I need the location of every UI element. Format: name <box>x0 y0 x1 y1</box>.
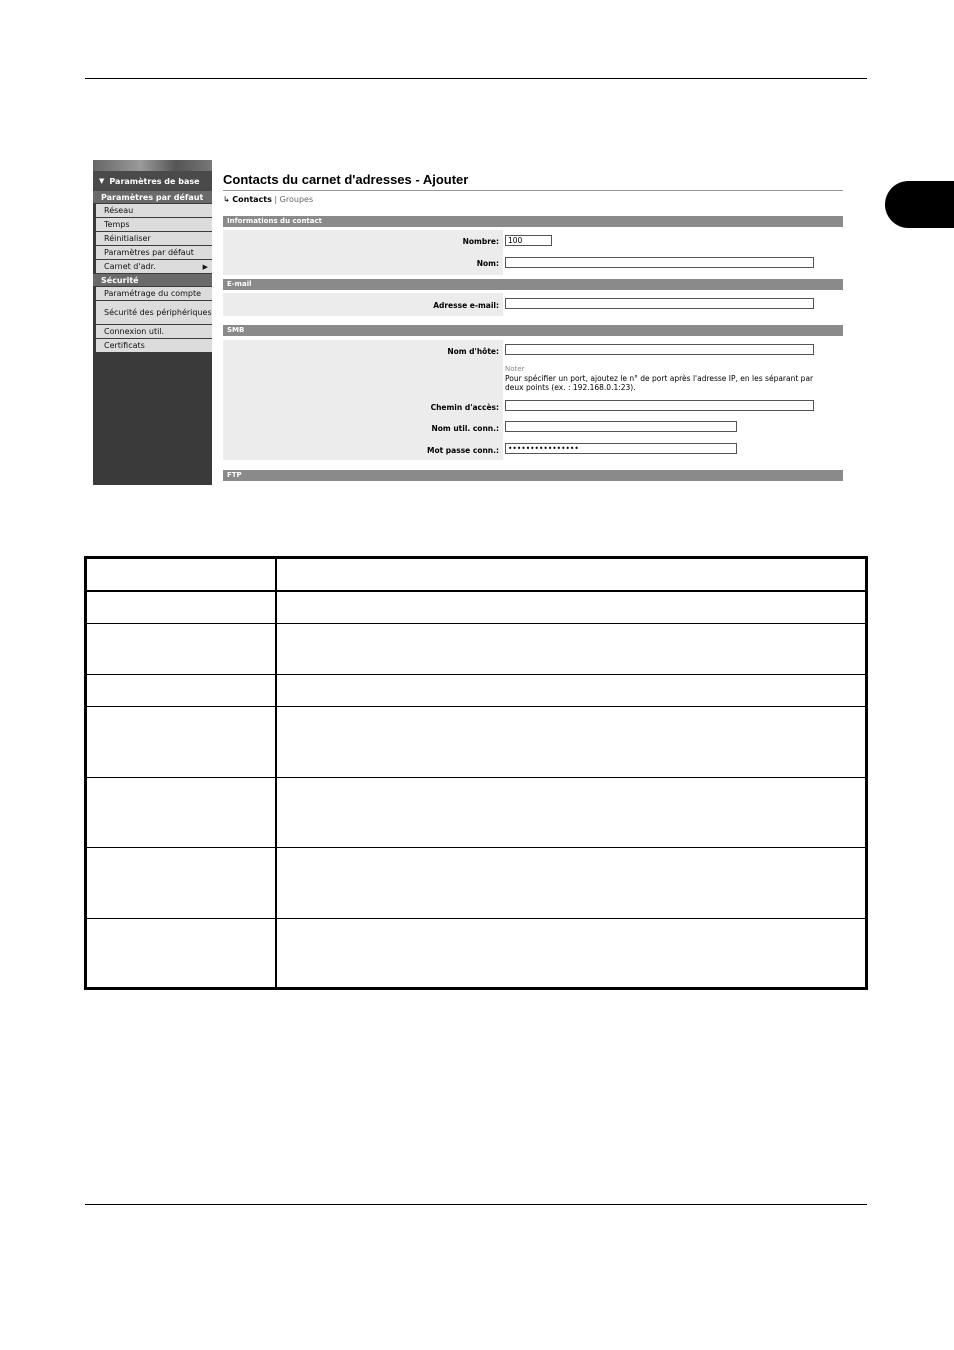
table-row <box>87 848 865 919</box>
table-row <box>87 778 865 848</box>
sidebar-item-address-book[interactable] <box>96 260 212 274</box>
table-cell <box>277 559 865 590</box>
sidebar-item-default-settings[interactable]: Paramètres par défaut <box>96 246 212 260</box>
sidebar-item-device-security[interactable]: Sécurité des périphériques <box>96 301 212 325</box>
arrow-right-icon: ↳ <box>223 195 230 204</box>
table-header-row <box>87 559 865 592</box>
page-title: Contacts du carnet d'adresses - Ajouter <box>223 172 469 187</box>
chapter-tab-marker <box>885 181 954 228</box>
table-cell <box>277 675 865 706</box>
sidebar-section-defaults[interactable]: Paramètres par défaut <box>93 191 212 204</box>
panel-email <box>223 293 843 316</box>
hostname-label: Nom d'hôte: <box>447 347 499 356</box>
email-label: Adresse e-mail: <box>433 301 499 310</box>
title-divider <box>223 190 843 191</box>
table-cell <box>87 675 277 706</box>
breadcrumb-groups-link[interactable]: Groupes <box>279 195 314 204</box>
sidebar-banner <box>93 160 212 171</box>
path-field[interactable] <box>505 400 814 411</box>
login-password-label: Mot passe conn.: <box>427 446 499 455</box>
breadcrumb-separator: | <box>274 195 278 204</box>
login-user-label: Nom util. conn.: <box>431 424 499 433</box>
sidebar-header-label: Paramètres de base <box>109 176 200 186</box>
table-cell <box>87 848 277 918</box>
sidebar-item-time[interactable]: Temps <box>96 218 212 232</box>
breadcrumb <box>223 195 313 204</box>
name-field[interactable] <box>505 257 814 268</box>
hostname-field[interactable] <box>505 344 814 355</box>
path-label: Chemin d'accès: <box>430 403 499 412</box>
sidebar-header[interactable] <box>93 171 212 191</box>
number-field[interactable]: 100 <box>505 235 552 246</box>
sidebar <box>93 160 212 485</box>
table-cell <box>277 778 865 847</box>
bottom-rule <box>85 1204 867 1205</box>
login-user-field[interactable] <box>505 421 737 432</box>
settings-table <box>84 556 868 990</box>
table-row <box>87 675 865 707</box>
sidebar-item-reset[interactable]: Réinitialiser <box>96 232 212 246</box>
table-cell <box>87 919 277 987</box>
embedded-screenshot <box>93 160 845 485</box>
table-cell <box>277 624 865 674</box>
table-cell <box>87 707 277 777</box>
note-text: Pour spécifier un port, ajoutez le n° de port après l'adresse IP, en les séparant par deux points (ex. : 192.168.0.1:23). <box>505 374 814 392</box>
note-title: Noter <box>505 365 525 373</box>
email-field[interactable] <box>505 298 814 309</box>
table-row <box>87 707 865 778</box>
section-contact-info: Informations du contact <box>223 216 843 227</box>
table-row <box>87 919 865 987</box>
sidebar-item-account-settings[interactable]: Paramétrage du compte <box>96 287 212 301</box>
top-rule <box>85 78 867 79</box>
panel-smb <box>223 340 843 460</box>
sidebar-section-security[interactable]: Sécurité <box>93 274 212 287</box>
number-label: Nombre: <box>462 237 499 246</box>
table-cell <box>277 848 865 918</box>
section-smb: SMB <box>223 325 843 336</box>
table-cell <box>277 919 865 987</box>
section-ftp: FTP <box>223 470 843 481</box>
table-cell <box>87 592 277 623</box>
table-cell <box>87 624 277 674</box>
panel-contact-info <box>223 230 843 275</box>
table-row <box>87 592 865 624</box>
main-content <box>223 160 845 485</box>
sidebar-item-network[interactable]: Réseau <box>96 204 212 218</box>
login-password-field[interactable]: •••••••••••••••• <box>505 443 737 454</box>
sidebar-item-label: Carnet d'adr. <box>104 262 156 271</box>
panel-right <box>503 230 843 275</box>
table-cell <box>277 592 865 623</box>
sidebar-item-certificates[interactable]: Certificats <box>96 339 212 353</box>
sidebar-item-user-login[interactable]: Connexion util. <box>96 325 212 339</box>
section-email: E-mail <box>223 279 843 290</box>
triangle-down-icon: ▼ <box>99 177 105 185</box>
table-cell <box>87 559 277 590</box>
table-row <box>87 624 865 675</box>
table-cell <box>277 707 865 777</box>
name-label: Nom: <box>476 259 499 268</box>
submenu-arrow-icon: ▶ <box>202 262 208 271</box>
breadcrumb-contacts: Contacts <box>232 195 272 204</box>
table-cell <box>87 778 277 847</box>
